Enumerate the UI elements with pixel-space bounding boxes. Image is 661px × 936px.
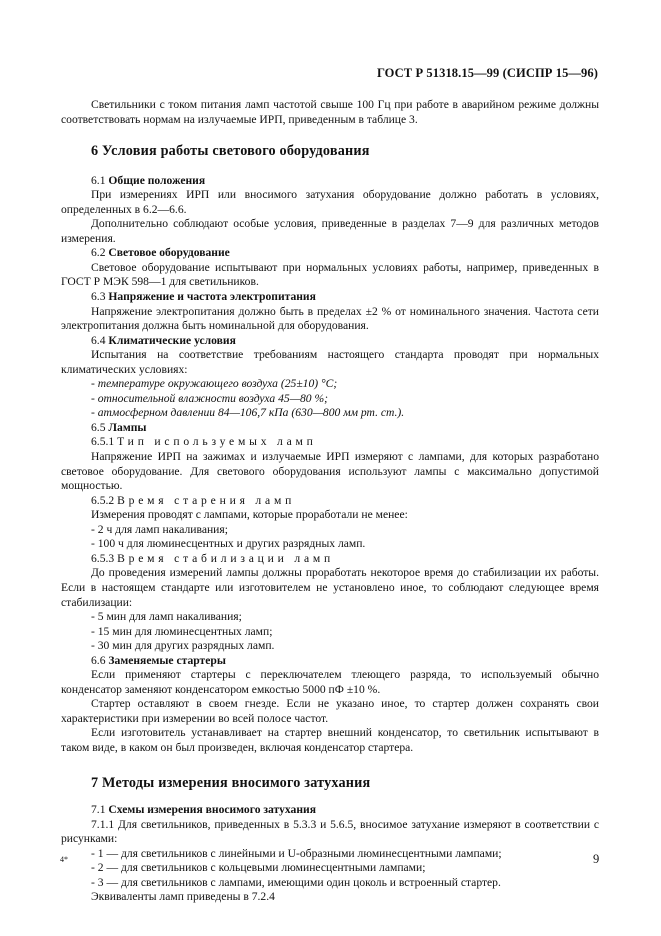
- section-7-title: 7 Методы измерения вносимого затухания: [91, 774, 371, 791]
- subsection-6-5-1-title: Тип используемых ламп: [117, 435, 317, 449]
- list-item: - 2 — для светильников с кольцевыми люминесцентными лампами;: [91, 861, 426, 875]
- subsection-6-5-3-title: Время стабилизации ламп: [117, 551, 335, 565]
- paragraph-6-3: Напряжение электропитания должно быть в пределах ±2 % от номинального значения. Частота сети электропитания должна быть номинальной для оборудования.: [61, 304, 599, 333]
- subsection-7-1-heading: 7.1 Схемы измерения вносимого затухания: [91, 803, 316, 817]
- paragraph-6-2: Световое оборудование испытывают при нормальных условиях работы, например, приведенных в ГОСТ Р МЭК 598—1 для светильников.: [61, 260, 599, 289]
- page-number: 9: [593, 852, 600, 866]
- subsection-6-5-heading: 6.5 Лампы: [91, 420, 147, 434]
- list-item: - атмосферном давлении 84—106,7 кПа (630—800 мм рт. ст.).: [91, 406, 405, 420]
- paragraph-6-5-3: До проведения измерений лампы должны проработать некоторое время до стабилизации их работы. Если в настоящем стандарте или изготовителем не установлено иное, то соблюдают следующее время стабилизации:: [61, 566, 599, 609]
- subsection-6-2-heading: 6.2 Световое оборудование: [91, 246, 230, 260]
- subsection-6-1-heading: 6.1 Общие положения: [91, 173, 206, 187]
- list-item: - 15 мин для люминесцентных ламп;: [91, 624, 273, 638]
- paragraph-6-5-2: Измерения проводят с лампами, которые проработали не менее:: [91, 508, 408, 522]
- subsection-6-5-3-heading: 6.5.3 Время стабилизации ламп: [91, 551, 335, 565]
- subsection-6-5-title: Лампы: [108, 420, 147, 434]
- list-item: - 100 ч для люминесцентных и других разрядных ламп.: [91, 537, 366, 551]
- subsection-6-1-title: Общие положения: [108, 173, 206, 187]
- sheet-mark: 4*: [60, 855, 68, 864]
- page-content: [61, 98, 599, 905]
- subsection-6-5-1-heading: 6.5.1 Тип используемых ламп: [91, 435, 317, 449]
- list-item: - температуре окружающего воздуха (25±10) °С;: [91, 377, 338, 391]
- section-6-title: 6 Условия работы светового оборудования: [91, 143, 370, 160]
- subsection-6-6-heading: 6.6 Заменяемые стартеры: [91, 653, 226, 667]
- paragraph-7-1-1: 7.1.1 Для светильников, приведенных в 5.3.3 и 5.6.5, вносимое затухание измеряют в соответствии с рисунками:: [61, 817, 599, 846]
- subsection-6-3-heading: 6.3 Напряжение и частота электропитания: [91, 290, 316, 304]
- paragraph-6-5-1: Напряжение ИРП на зажимах и излучаемые ИРП измеряют с лампами, для которых разработано световое оборудование. Для светового оборудования используют лампы с максимально допустимой мощностью.: [61, 450, 599, 493]
- subsection-6-5-2-title: Время старения ламп: [117, 493, 296, 507]
- paragraph-7-1-1-end: Эквиваленты ламп приведены в 7.2.4: [91, 890, 275, 904]
- list-item: - 2 ч для ламп накаливания;: [91, 522, 228, 536]
- subsection-6-5-2-heading: 6.5.2 Время старения ламп: [91, 493, 296, 507]
- subsection-7-1-title: Схемы измерения вносимого затухания: [108, 803, 316, 817]
- paragraph-6-6-c: Если изготовитель устанавливает на стартер внешний конденсатор, то светильник испытывают в таком виде, в каком он был произведен, включая конденсатор стартера.: [61, 726, 599, 754]
- paragraph-6-6-a: Если применяют стартеры с переключателем тлеющего разряда, то используемый обычно конденсатор заменяют конденсатором емкостью 5000 пФ ±10 %.: [61, 668, 599, 696]
- paragraph-6-4: Испытания на соответствие требованиям настоящего стандарта проводят при нормальных климатических условиях:: [61, 348, 599, 376]
- intro-paragraph: Светильники с током питания ламп частотой свыше 100 Гц при работе в аварийном режиме должны соответствовать нормам на излучаемые ИРП, приведенным в таблице 3.: [61, 98, 599, 126]
- subsection-6-6-title: Заменяемые стартеры: [108, 653, 226, 667]
- paragraph-6-1-a: При измерениях ИРП или вносимого затухания оборудование должно работать в условиях, определенных в 6.2—6.6.: [61, 188, 599, 216]
- paragraph-6-1-b: Дополнительно соблюдают особые условия, приведенные в разделах 7—9 для различных методов измерения.: [61, 217, 599, 245]
- list-item: - 30 мин для других разрядных ламп.: [91, 639, 275, 653]
- list-item: - 5 мин для ламп накаливания;: [91, 610, 242, 624]
- list-item: - относительной влажности воздуха 45—80 %;: [91, 391, 328, 405]
- subsection-6-3-title: Напряжение и частота электропитания: [108, 290, 316, 304]
- subsection-6-2-title: Световое оборудование: [108, 246, 230, 260]
- page-header: ГОСТ Р 51318.15—99 (СИСПР 15—96): [376, 66, 598, 80]
- subsection-6-4-heading: 6.4 Климатические условия: [91, 333, 236, 347]
- paragraph-6-6-b: Стартер оставляют в своем гнезде. Если не указано иное, то стартер должен сохранять свои характеристики при измерении во всей полосе частот.: [61, 697, 599, 725]
- list-item: - 1 — для светильников с линейными и U-образными люминесцентными лампами;: [91, 846, 502, 860]
- subsection-6-4-title: Климатические условия: [108, 333, 236, 347]
- list-item: - 3 — для светильников с лампами, имеющими один цоколь и встроенный стартер.: [91, 875, 501, 889]
